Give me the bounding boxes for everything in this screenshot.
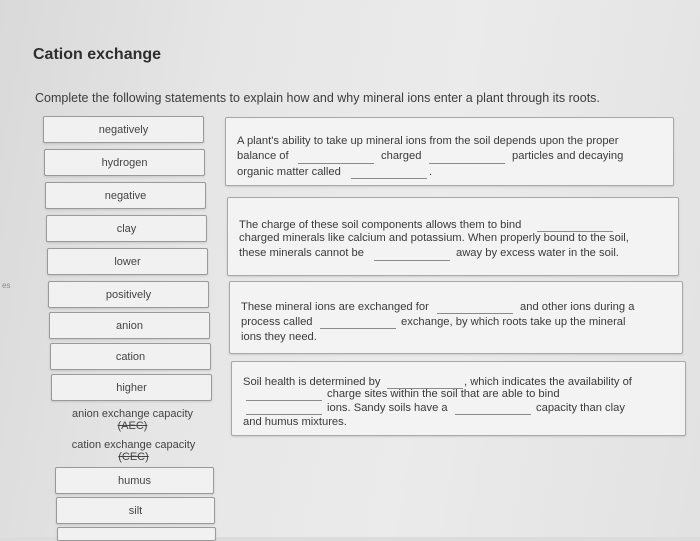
- statement-text: , which indicates the availability of: [464, 376, 632, 388]
- statement-text: capacity than clay: [536, 402, 625, 414]
- word-chip-higher[interactable]: higher: [51, 374, 212, 401]
- statement-text: ions they need.: [241, 331, 317, 343]
- word-chip-humus[interactable]: humus: [55, 467, 214, 494]
- edge-fragment-text: es: [2, 281, 11, 290]
- answer-blank[interactable]: [320, 328, 396, 329]
- word-chip-positively[interactable]: positively: [48, 281, 209, 308]
- statement-text: balance of: [237, 150, 289, 162]
- statement-text: .: [429, 166, 433, 178]
- word-chip-cec[interactable]: cation exchange capacity (CEC): [71, 438, 196, 463]
- statement-text: These mineral ions are exchanged for: [241, 301, 429, 313]
- answer-blank[interactable]: [374, 260, 450, 261]
- statement-card-3: [229, 281, 683, 354]
- word-chip-negative[interactable]: negative: [45, 182, 206, 209]
- statement-text: charged minerals like calcium and potassium. When properly bound to the soil,: [239, 232, 629, 244]
- answer-blank[interactable]: [246, 400, 322, 401]
- answer-blank[interactable]: [429, 163, 505, 164]
- statement-text: charged: [381, 150, 422, 162]
- statement-text: Soil health is determined by: [243, 376, 381, 388]
- statement-text: particles and decaying: [512, 150, 624, 162]
- answer-blank[interactable]: [351, 178, 427, 179]
- statement-text: exchange, by which roots take up the mineral: [401, 316, 626, 328]
- word-chip-lower[interactable]: lower: [47, 248, 208, 275]
- statement-text: A plant's ability to take up mineral ions from the soil depends upon the proper: [237, 135, 619, 147]
- instructions: Complete the following statements to explain how and why mineral ions enter a plant through its roots.: [35, 91, 600, 105]
- answer-blank[interactable]: [246, 414, 322, 415]
- statement-text: these minerals cannot be: [239, 247, 365, 259]
- statement-card-1: [225, 117, 674, 186]
- statement-text: ions. Sandy soils have a: [327, 402, 448, 414]
- statement-card-2: [227, 197, 679, 276]
- statement-card-4: [231, 361, 686, 436]
- statement-text: and humus mixtures.: [243, 416, 347, 428]
- answer-blank[interactable]: [298, 163, 374, 164]
- statement-text: and other ions during a: [520, 301, 635, 313]
- statement-text: organic matter called: [237, 166, 341, 178]
- answer-blank[interactable]: [437, 313, 513, 314]
- word-chip-anion[interactable]: anion: [49, 312, 210, 339]
- word-chip-negatively[interactable]: negatively: [43, 116, 204, 143]
- statement-text: charge sites within the soil that are able to bind: [327, 388, 560, 400]
- statement-text: away by excess water in the soil.: [456, 247, 619, 259]
- word-chip-hydrogen[interactable]: hydrogen: [44, 149, 205, 176]
- answer-blank[interactable]: [455, 414, 531, 415]
- word-chip-partial[interactable]: [57, 527, 216, 541]
- word-chip-clay[interactable]: clay: [46, 215, 207, 242]
- word-chip-cation[interactable]: cation: [50, 343, 211, 370]
- word-chip-aec[interactable]: anion exchange capacity (AEC): [71, 407, 194, 432]
- statement-text: process called: [241, 316, 313, 328]
- word-chip-silt[interactable]: silt: [56, 497, 215, 524]
- statement-text: The charge of these soil components allows them to bind: [239, 219, 522, 231]
- page-title: Cation exchange: [33, 46, 162, 63]
